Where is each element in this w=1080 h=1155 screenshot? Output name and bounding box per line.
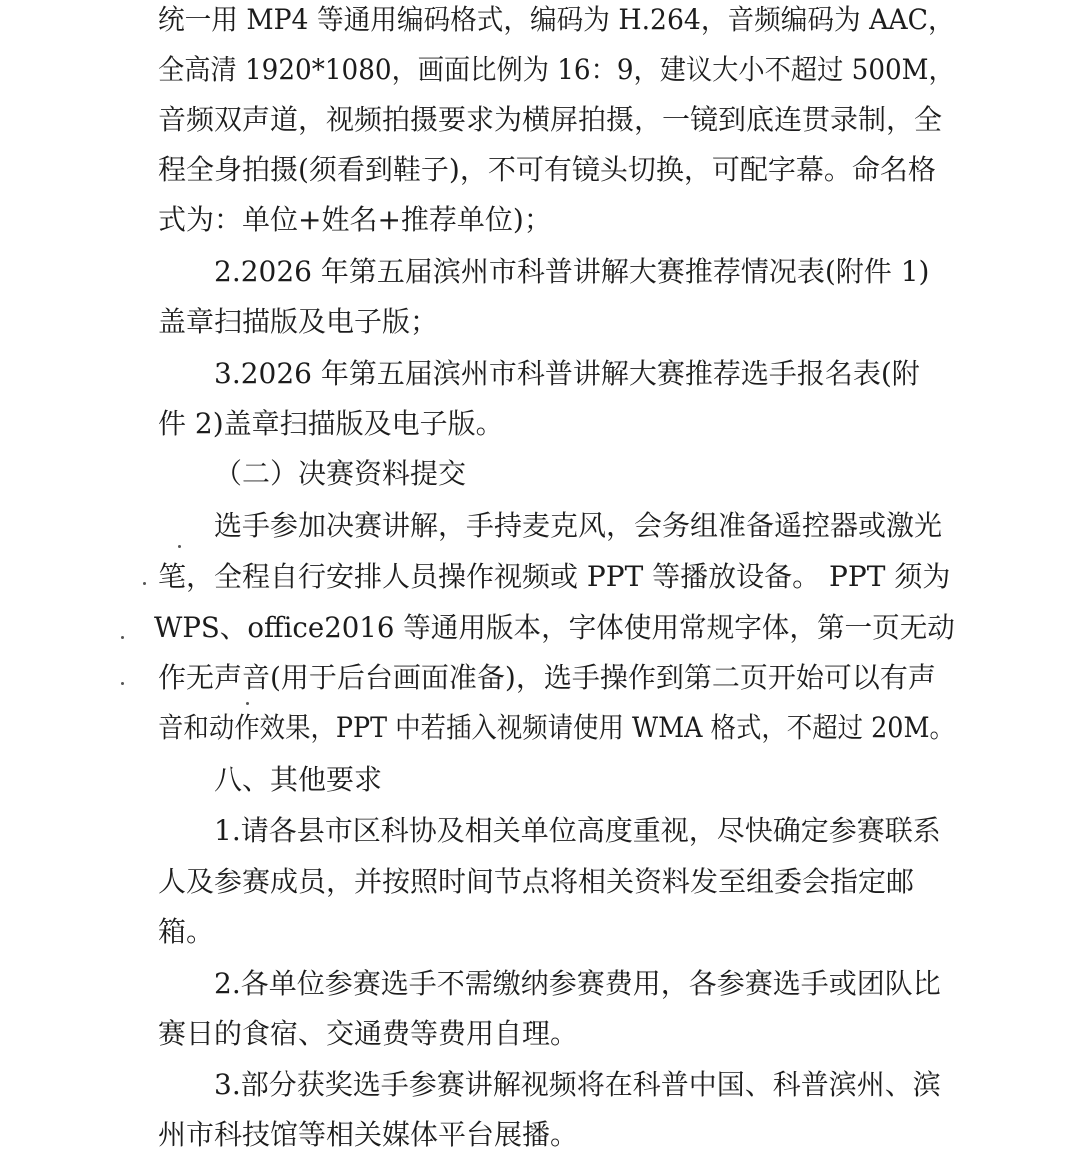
scan-speck (143, 582, 146, 585)
body-line: 件 2)盖章扫描版及电子版。 (158, 407, 504, 440)
list-item: 3.部分获奖选手参赛讲解视频将在科普中国、科普滨州、滨 (214, 1068, 941, 1101)
list-item: 1.请各县市区科协及相关单位高度重视，尽快确定参赛联系 (214, 814, 941, 847)
list-item: 2.各单位参赛选手不需缴纳参赛费用，各参赛选手或团队比 (214, 967, 941, 1000)
body-line: 音和动作效果，PPT 中若插入视频请使用 WMA 格式，不超过 20M。 (158, 711, 955, 744)
list-item: 3.2026 年第五届滨州市科普讲解大赛推荐选手报名表(附 (214, 357, 920, 390)
body-line: 全高清 1920*1080，画面比例为 16：9，建议大小不超过 500M， (158, 53, 955, 86)
body-line: 统一用 MP4 等通用编码格式，编码为 H.264，音频编码为 AAC， (158, 3, 955, 36)
paragraph-start: 选手参加决赛讲解，手持麦克风，会务组准备遥控器或激光 (214, 509, 943, 542)
body-line: 赛日的食宿、交通费等费用自理。 (158, 1017, 579, 1050)
list-item: 2.2026 年第五届滨州市科普讲解大赛推荐情况表(附件 1) (214, 255, 930, 288)
body-line: 人及参赛成员，并按照时间节点将相关资料发至组委会指定邮 (158, 865, 915, 898)
body-line: 笔，全程自行安排人员操作视频或 PPT 等播放设备。 PPT 须为 (158, 560, 951, 593)
body-line: 盖章扫描版及电子版； (158, 305, 439, 338)
body-line: 程全身拍摄(须看到鞋子)，不可有镜头切换，可配字幕。命名格 (158, 153, 936, 186)
scan-speck (246, 702, 249, 705)
scan-speck (178, 545, 181, 548)
subsection-heading: （二）决赛资料提交 (214, 457, 467, 490)
body-line: 音频双声道，视频拍摄要求为横屏拍摄，一镜到底连贯录制，全 (158, 103, 943, 136)
scan-speck (121, 636, 124, 639)
body-line: WPS、office2016 等通用版本，字体使用常规字体，第一页无动 (154, 611, 955, 644)
body-line: 箱。 (158, 915, 215, 948)
scan-speck (121, 682, 124, 685)
section-heading: 八、其他要求 (214, 763, 383, 796)
body-line: 式为：单位+姓名+推荐单位)； (158, 203, 552, 236)
body-line: 作无声音(用于后台画面准备)，选手操作到第二页开始可以有声 (158, 661, 936, 694)
body-line: 州市科技馆等相关媒体平台展播。 (158, 1118, 579, 1151)
